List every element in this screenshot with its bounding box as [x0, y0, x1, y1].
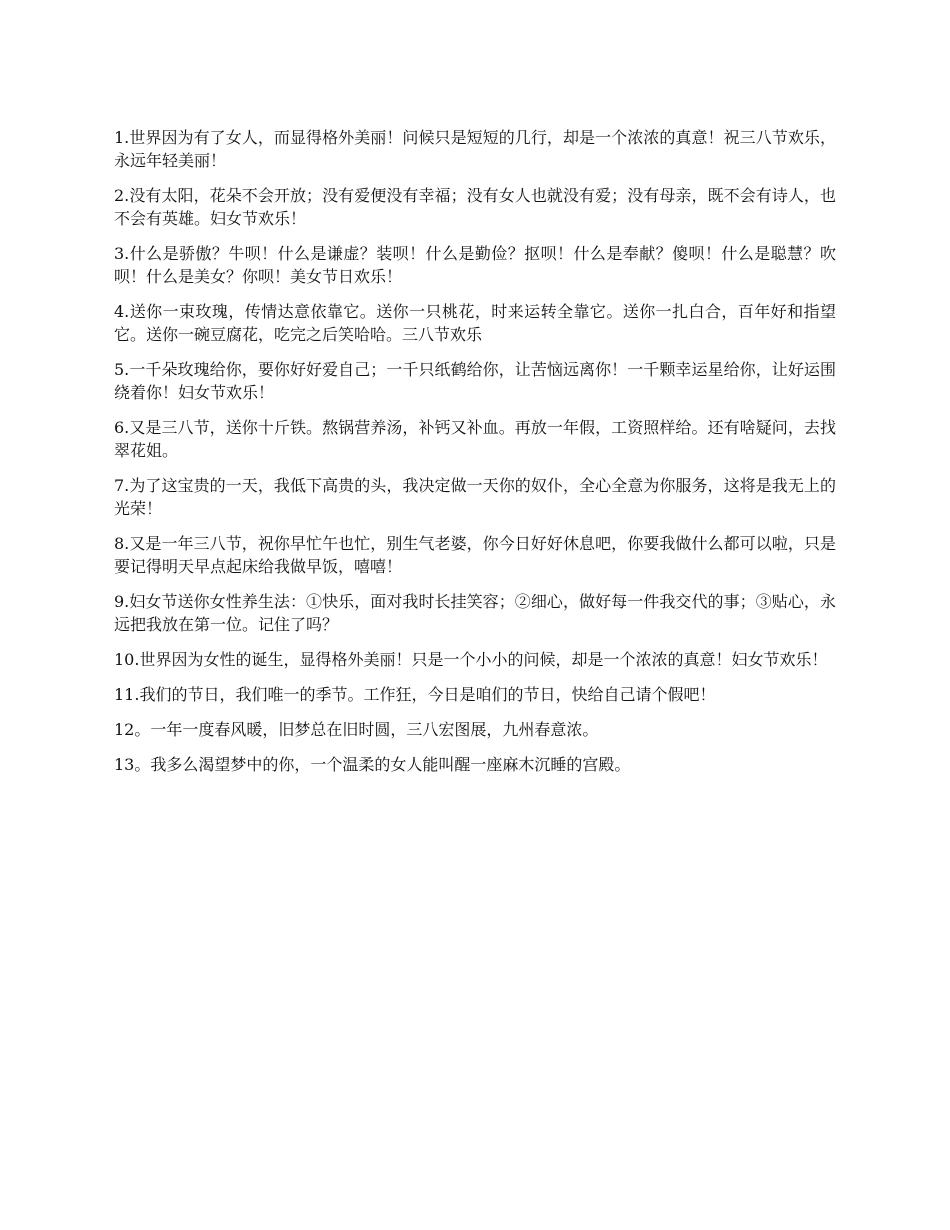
paragraph-7: 7.为了这宝贵的一天，我低下高贵的头，我决定做一天你的奴仆，全心全意为你服务，这将是我无上的光荣！ [114, 476, 836, 518]
paragraph-13: 13。我多么渴望梦中的你，一个温柔的女人能叫醒一座麻木沉睡的宫殿。 [114, 755, 631, 774]
paragraph-10: 10.世界因为女性的诞生，显得格外美丽！只是一个小小的问候，却是一个浓浓的真意！妇女节欢乐！ [114, 650, 828, 669]
document-body [114, 126, 836, 788]
paragraph-6: 6.又是三八节，送你十斤铁。熬锅营养汤，补钙又补血。再放一年假，工资照样给。还有啥疑问，去找翠花姐。 [114, 418, 836, 460]
paragraph-2: 2.没有太阳，花朵不会开放；没有爱便没有幸福；没有女人也就没有爱；没有母亲，既不会有诗人，也不会有英雄。妇女节欢乐！ [114, 186, 836, 228]
paragraph-4: 4.送你一束玫瑰，传情达意依靠它。送你一只桃花，时来运转全靠它。送你一扎白合，百年好和指望它。送你一碗豆腐花，吃完之后笑哈哈。三八节欢乐 [114, 302, 836, 344]
paragraph-8: 8.又是一年三八节，祝你早忙午也忙，别生气老婆，你今日好好休息吧，你要我做什么都可以啦，只是要记得明天早点起床给我做早饭，嘻嘻！ [114, 534, 836, 576]
paragraph-11: 11.我们的节日，我们唯一的季节。工作狂，今日是咱们的节日，快给自己请个假吧！ [114, 685, 716, 704]
paragraph-9: 9.妇女节送你女性养生法：①快乐，面对我时长挂笑容；②细心，做好每一件我交代的事；③贴心，永远把我放在第一位。记住了吗？ [114, 592, 836, 634]
paragraph-5: 5.一千朵玫瑰给你，要你好好爱自己；一千只纸鹤给你，让苦恼远离你！一千颗幸运星给你，让好运围绕着你！妇女节欢乐！ [114, 360, 836, 402]
paragraph-3: 3.什么是骄傲？牛呗！什么是谦虚？装呗！什么是勤俭？抠呗！什么是奉献？傻呗！什么是聪慧？吹呗！什么是美女？你呗！美女节日欢乐！ [114, 244, 836, 286]
paragraph-12: 12。一年一度春风暖，旧梦总在旧时圆，三八宏图展，九州春意浓。 [114, 720, 599, 739]
paragraph-1: 1.世界因为有了女人，而显得格外美丽！问候只是短短的几行，却是一个浓浓的真意！祝三八节欢乐，永远年轻美丽！ [114, 128, 836, 170]
